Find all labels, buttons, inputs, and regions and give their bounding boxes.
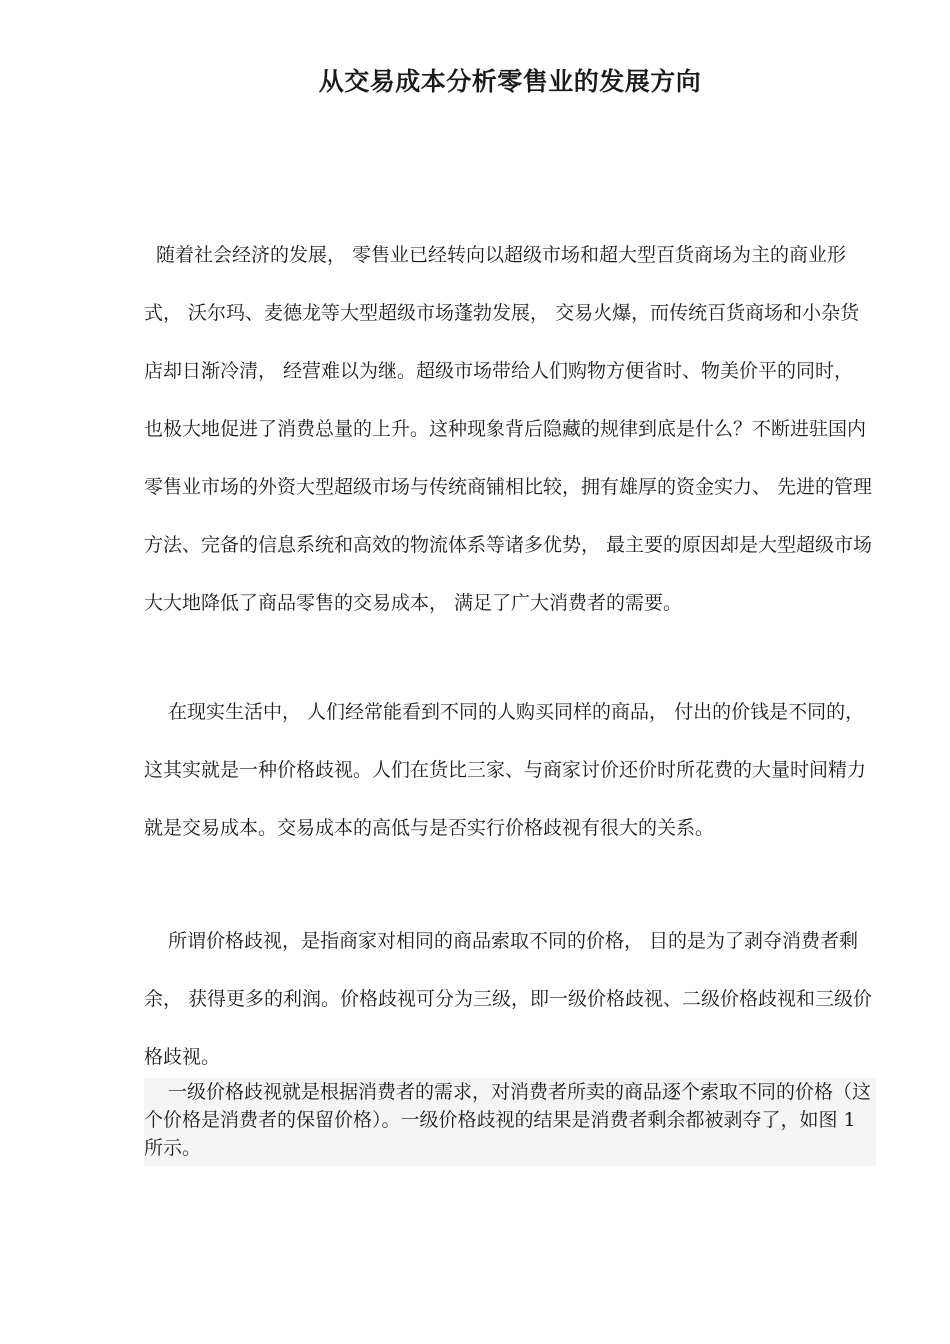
paragraph-intro: 随着社会经济的发展， 零售业已经转向以超级市场和超大型百货商场为主的商业形式， 沃尔玛、麦德龙等大型超级市场蓬勃发展， 交易火爆，而传统百货商场和小杂货店却日渐冷清， 经营难以为继。超级市场带给人们购物方便省时、物美价平的同时， 也极大地促进了消费总量的上升。这种现象背后隐藏的规律到底是什么？不断进驻国内零售业市场的外资大型超级市场与传统商铺相比较，拥有雄厚的资金实力、 先进的管理方法、完备的信息系统和高效的物流体系等诸多优势， 最主要的原因却是大型超级市场大大地降低了商品零售的交易成本， 满足了广大消费者的需要。 bbox=[144, 244, 873, 614]
document-title: 从交易成本分析零售业的发展方向 bbox=[318, 67, 702, 96]
paragraph-price-discrimination-definition: 所谓价格歧视，是指商家对相同的商品索取不同的价格， 目的是为了剥夺消费者剩余， 获得更多的利润。价格歧视可分为三级，即一级价格歧视、二级价格歧视和三级价格歧视。 bbox=[144, 930, 873, 1068]
paragraph-price-discrimination-example: 在现实生活中， 人们经常能看到不同的人购买同样的商品， 付出的价钱是不同的，这其实就是一种价格歧视。人们在货比三家、与商家讨价还价时所花费的大量时间精力就是交易成本。交易成本的高低与是否实行价格歧视有很大的关系。 bbox=[144, 701, 867, 839]
paragraph-first-degree-discrimination: 一级价格歧视就是根据消费者的需求，对消费者所卖的商品逐个索取不同的价格（这个价格是消费者的保留价格）。一级价格歧视的结果是消费者剩余都被剥夺了，如图 1 所示。 bbox=[144, 1078, 876, 1166]
